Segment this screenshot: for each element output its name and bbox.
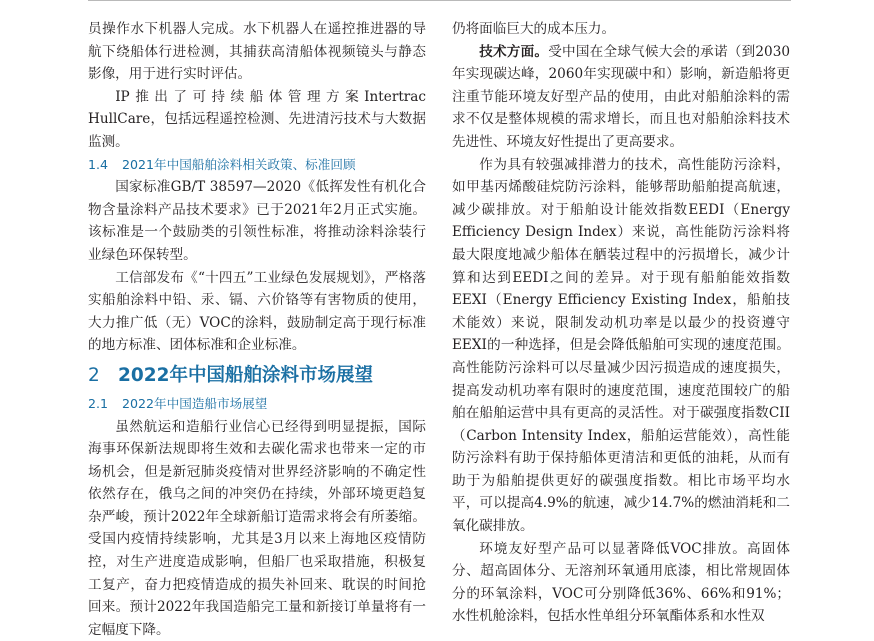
section-heading-2-1 <box>88 393 426 416</box>
right-column <box>452 18 790 628</box>
section-heading-2 <box>88 363 426 389</box>
paragraph: 作为具有较强减排潜力的技术，高性能防污涂料，如甲基丙烯酸硅烷防污涂料，能够帮助船舶提高航速，减少碳排放。对于船舶设计能效指数EEDI（Energy Efficiency Design Index）来说，高性能防污涂料将最大限度地减少船体在舾装过程中的污损增长，减少计算和达到EEDI之间的差异。对于现有船舶能效指数EEXI（Energy Efficiency Existing Index，船舶技术能效）来说，限制发动机功率是以最少的投资遵守EEXI的一种选择，但是会降低船舶可实现的速度范围。高性能防污涂料可以尽量减少因污损造成的速度损失，提高发动机功率有限时的速度范围，速度范围较广的船舶在船舶运营中具有更高的灵活性。对于碳强度指数CII（Carbon Intensity Index，船舶运营能效），高性能防污涂料有助于保持船体更清洁和更低的油耗，从而有助于为船舶提供更好的碳强度指数。相比市场平均水平，可以提高4.9%的航速，减少14.7%的燃油消耗和二氧化碳排放。 <box>452 154 790 538</box>
section-heading-1-4 <box>88 154 426 177</box>
section-number: 2 <box>88 363 118 389</box>
paragraph: 工信部发布《“十四五”工业绿色发展规划》，严格落实船舶涂料中铅、汞、镉、六价铬等有害物质的使用，大力推广低（无）VOC的涂料，鼓励制定高于现行标准的地方标准、团体标准和企业标准。 <box>88 267 426 357</box>
paragraph <box>452 41 790 154</box>
paragraph: 国家标准GB/T 38597—2020《低挥发性有机化合物含量涂料产品技术要求》已于2021年2月正式实施。该标准是一个鼓励类的引领性标准，将推动涂料涂装行业绿色环保转型。 <box>88 176 426 266</box>
section-number: 2.1 <box>88 393 122 416</box>
section-title: 2022年中国船舶涂料市场展望 <box>118 365 373 386</box>
paragraph: 环境友好型产品可以显著降低VOC排放。高固体分、超高固体分、无溶剂环氧通用底漆，相比常规固体分的环氧涂料，VOC可分别降低36%、66%和91%；水性机舱涂料，包括水性单组分环氧酯体系和水性双 <box>452 538 790 628</box>
section-number: 1.4 <box>88 154 122 177</box>
paragraph-body: 受中国在全球气候大会的承诺（到2030年实现碳达峰，2060年实现碳中和）影响，新造船将更注重节能环境友好型产品的使用，由此对船舶涂料的需求不仅是整体规模的需求增长，而且也对船舶涂料技术先进性、环境友好性提出了更高要求。 <box>452 44 790 150</box>
paragraph: 仍将面临巨大的成本压力。 <box>452 18 790 41</box>
section-title: 2021年中国船舶涂料相关政策、标准回顾 <box>122 157 356 172</box>
paragraph: 虽然航运和造船行业信心已经得到明显提振，国际海事环保新法规即将生效和去碳化需求也带来一定的市场机会，但是新冠肺炎疫情对世界经济影响的不确定性依然存在，俄乌之间的冲突仍在持续，外部环境更趋复杂严峻，预计2022年全球新船订造需求将会有所萎缩。受国内疫情持续影响，尤其是3月以来上海地区疫情防控，对生产进度造成影响，但船厂也采取措施，积极复工复产，奋力把疫情造成的损失补回来、耽误的时间抢回来。预计2022年我国造船完工量和新接订单量将有一定幅度下降。 <box>88 416 426 641</box>
paragraph: 员操作水下机器人完成。水下机器人在遥控推进器的导航下绕船体行进检测，其捕获高清船体视频镜头与静态影像，用于进行实时评估。 <box>88 18 426 86</box>
left-column <box>88 18 426 641</box>
page-header-rule <box>88 0 791 1</box>
paragraph-lead: 技术方面。 <box>479 44 548 60</box>
section-title: 2022年中国造船市场展望 <box>122 396 267 411</box>
paragraph: IP推出了可持续船体管理方案Intertrac HullCare，包括远程遥控检测、先进清污技术与大数据监测。 <box>88 86 426 154</box>
